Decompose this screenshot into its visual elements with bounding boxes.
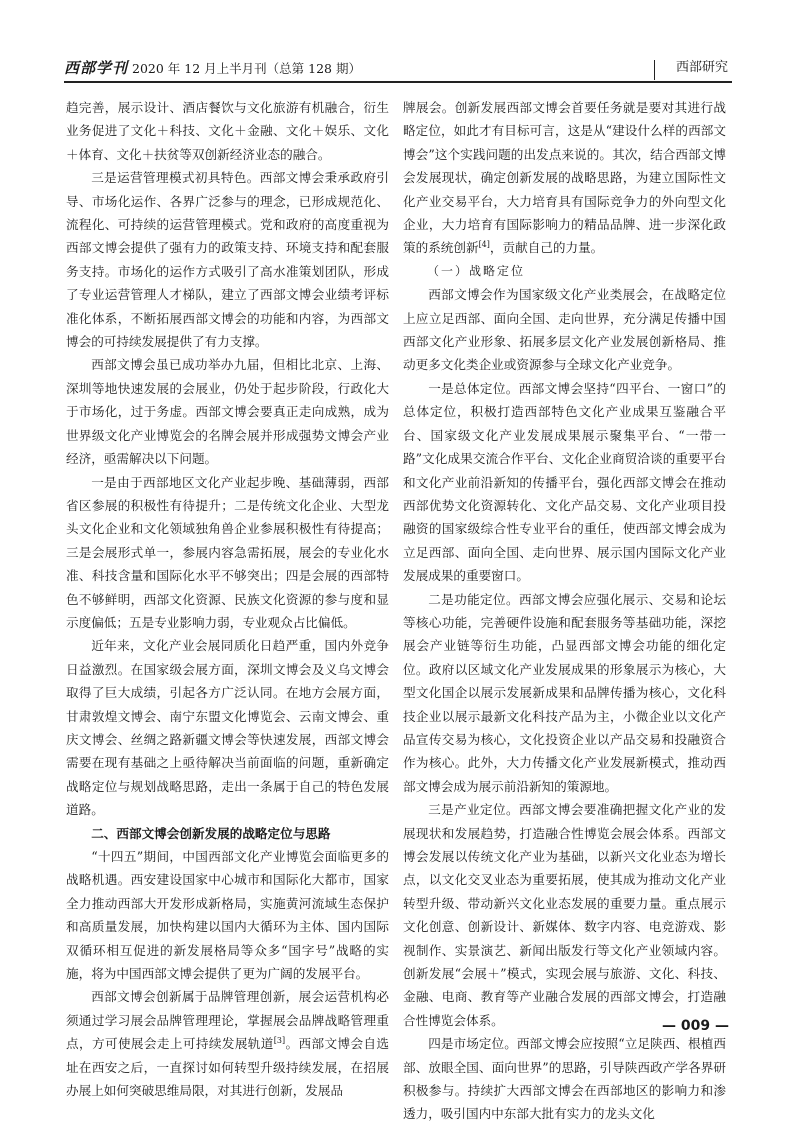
left-column (66, 96, 389, 1102)
paragraph: 一是总体定位。西部文博会坚持“四平台、一窗口”的总体定位，积极打造西部特色文化产业成果互鉴融合平台、国家级文化产业发展成果展示聚集平台、“一带一路”文化成果交流合作平台、文化企业商贸洽谈的重要平台和文化产业前沿新知的传播平台，强化西部文博会在推动西部优势文化资源转化、文化产品交易、文化产业项目投融资的国家级综合性专业平台的重任，使西部文博会成为立足西部、面向全国、走向世界、展示国内国际文化产业发展成果的重要窗口。 (403, 380, 726, 584)
paragraph (66, 985, 389, 1102)
paragraph: “十四五”期间，中国西部文化产业博览会面临更多的战略机遇。西安建设国家中心城市和国际化大都市，国家全力推动西部大开发形成新格局，实施黄河流域生态保护和高质量发展，加快构建以国内大循环为主体、国内国际双循环相互促进的新发展格局等众多“国字号”战略的实施，将为中国西部文博会提供了更为广阔的发展平台。 (66, 849, 389, 982)
subsection-heading: （一）战略定位 (427, 263, 526, 278)
journal-info (64, 58, 361, 79)
paragraph-text: 。西部文博会自选址在西安之后，一直探讨如何转型升级持续发展，在招展办展上如何突破思维局限，对其进行创新，发展品 (66, 1036, 390, 1099)
paragraph: 近年来，文化产业会展同质化日趋严重，国内外竞争日益激烈。在国家级会展方面，深圳文博会及义乌文博会取得了巨大成绩，引起各方广泛认同。在地方会展方面，甘肃敦煌文博会、南宁东盟文化博览会、云南文博会、重庆文博会、丝绸之路新疆文博会等快速发展，西部文博会需要在现有基础之上亟待解决当前面临的问题，重新确定战略定位与规划战略思路，走出一条属于自己的特色发展道路。 (66, 638, 389, 818)
header-divider (654, 60, 655, 80)
citation-ref: [3] (273, 1036, 286, 1046)
paragraph: 三是产业定位。西部文博会要准确把握文化产业的发展现状和发展趋势，打造融合性博览会展会体系。西部文博会发展以传统文化产业为基础，以新兴文化业态为增长点，以文化交叉业态为重要拓展，使其成为推动文化产业转型升级、带动新兴文化业态发展的重要力量。重点展示文化创意、创新设计、新媒体、数字内容、电竞游戏、影视制作、实景演艺、新闻出版发行等文化产业领域内容。创新发展“会展＋”模式，实现会展与旅游、文化、科技、金融、电商、教育等产业融合发展的西部文博会，打造融合性博览会体系。 (403, 802, 726, 1028)
paragraph: 一是由于西部地区文化产业起步晚、基础薄弱，西部省区参展的积极性有待提升；二是传统文化企业、大型龙头文化企业和文化领域独角兽企业参展积极性有待提高；三是会展形式单一，参展内容急需拓展，展会的专业化水准、科技含量和国际化水平不够突出；四是会展的西部特色不够鲜明，西部文化资源、民族文化资源的参与度和显示度偏低；五是专业影响力弱，专业观众占比偏低。 (66, 474, 389, 630)
citation-ref: [4] (478, 240, 490, 250)
paragraph: 三是运营管理模式初具特色。西部文博会秉承政府引导、市场化运作、各界广泛参与的理念，已形成规范化、流程化、可持续的运营管理模式。党和政府的高度重视为西部文博会提供了强有力的政策支持、环境支持和配套服务支持。市场化的运作方式吸引了高水准策划团队，形成了专业运营管理人才梯队，建立了西部文博会业绩考评标准化体系，不断拓展西部文博会的功能和内容，为西部文博会的可持续发展提供了有力支撑。 (66, 170, 389, 350)
paragraph (403, 96, 726, 260)
page-number: — 009 — (662, 1018, 729, 1034)
paragraph: 四是市场定位。西部文博会应按照“立足陕西、根植西部、放眼全国、面向世界”的思路，引导陕西政产学各界研积极参与。持续扩大西部文博会在西部地区的影响力和渗透力，吸引国内中东部大批有实力的龙头文化 (403, 1036, 726, 1122)
paragraph: 趋完善，展示设计、酒店餐饮与文化旅游有机融合，衍生业务促进了文化＋科技、文化＋金融、文化＋娱乐、文化＋体育、文化＋扶贫等双创新经济业态的融合。 (66, 100, 389, 162)
paragraph-text: 西部文博会创新属于品牌管理创新，展会运营机构必须通过学习展会品牌管理理论，掌握展会品牌战略管理重点，方可使展会走上可持续发展轨道 (66, 989, 389, 1052)
header-rule (64, 81, 732, 83)
paragraph: 西部文博会作为国家级文化产业类展会，在战略定位上应立足西部、面向全国、走向世界，充分满足传播中国西部文化产业形象、拓展多层文化产业发展创新格局、推动更多文化类企业或资源参与全球文化产业竞争。 (403, 287, 726, 373)
paragraph-text: ，贡献自己的力量。 (489, 240, 604, 256)
paragraph: 西部文博会虽已成功举办九届，但相比北京、上海、深圳等地快速发展的会展业，仍处于起步阶段，行政化大于市场化，过于务虚。西部文博会要真正走向成熟，成为世界级文化产业博览会的名牌会展并形成强势文博会产业经济，亟需解决以下问题。 (66, 357, 389, 467)
journal-logo: 西部学刊 (64, 59, 129, 77)
section-name: 西部研究 (675, 60, 728, 75)
issue-info: 2020 年 12 月上半月刊（总第 128 期） (132, 61, 361, 76)
right-column (403, 96, 726, 1126)
section-heading: 二、西部文博会创新发展的战略定位与思路 (91, 825, 331, 841)
paragraph-text: 牌展会。创新发展西部文博会首要任务就是要对其进行战略定位，如此才有目标可言，这是从“建设什么样的西部文博会”这个实践问题的出发点来说的。其次，结合西部文博会发展现状，确定创新发展的战略思路，为建立国际性文化产业交易平台，大力培育具有国际竞争力的外向型文化企业，大力培育有国际影响力的精品品牌、进一步深化政策的系统创新 (403, 100, 726, 256)
paragraph: 二是功能定位。西部文博会应强化展示、交易和论坛等核心功能，完善硬件设施和配套服务等基础功能，深挖展会产业链等衍生功能，凸显西部文博会功能的细化定位。政府以区域文化产业发展成果的形象展示为核心，大型文化国企以展示发展新成果和品牌传播为核心，文化科技企业以展示最新文化科技产品为主，小微企业以文化产品宣传交易为核心，文化投资企业以产品交易和投融资合作为核心。此外，大力传播文化产业发展新模式，推动西部文博会成为展示前沿新知的策源地。 (403, 591, 726, 794)
page-header (64, 58, 732, 84)
